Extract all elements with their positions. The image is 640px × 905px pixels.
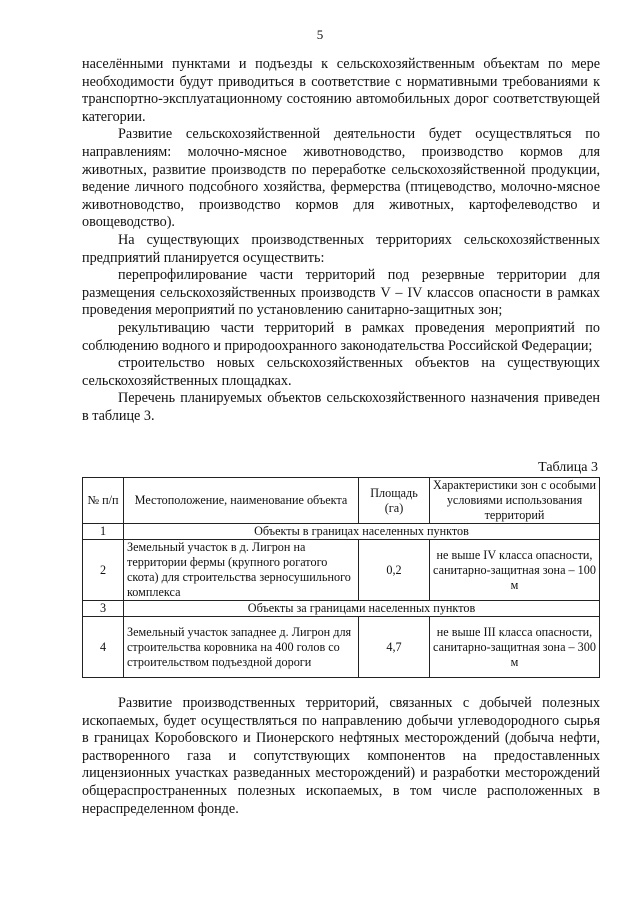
paragraph-construction: строительство новых сельскохозяйственных объектов на существующих сельскохозяйственных площадках. xyxy=(82,355,600,389)
row-num: 2 xyxy=(83,540,124,601)
row-area: 4,7 xyxy=(359,617,430,678)
page-number: 5 xyxy=(316,27,324,42)
row-location: Земельный участок в д. Лигрон на территории фермы (крупного рогатого скота) для строительства зерносушильного комплекса xyxy=(124,540,359,601)
paragraph-planned: На существующих производственных территориях сельскохозяйственных предприятий планируется осуществить: xyxy=(82,231,600,266)
header-characteristics: Характеристики зон с особыми условиями использования территорий xyxy=(430,478,600,524)
paragraph-table-ref: Перечень планируемых объектов сельскохозяйственного назначения приведен в таблице 3. xyxy=(82,390,600,424)
table-header-row xyxy=(83,478,600,524)
group-title: Объекты за границами населенных пунктов xyxy=(124,601,600,617)
paragraph-agriculture: Развитие сельскохозяйственной деятельности будет осуществляться по направлениям: молочно-мясное животноводство, производство кормов для животных, развитие производств по переработке сельскохозяйственной продукции, ведение личного подсобного хозяйства, фермерства (птицеводство, молочно-мясное животноводство, производство кормов для животных, картофелеводство и овощеводство). xyxy=(82,126,600,231)
row-characteristics: не выше III класса опасности, санитарно-защитная зона – 300 м xyxy=(430,617,600,678)
header-location: Местоположение, наименование объекта xyxy=(124,478,359,524)
header-area: Площадь (га) xyxy=(359,478,430,524)
row-num: 4 xyxy=(83,617,124,678)
table-row xyxy=(83,540,600,601)
paragraph-roads: населёнными пунктами и подъезды к сельскохозяйственным объектам по мере необходимости будут приводиться в соответствие с нормативными требованиями к транспортно-эксплуатационному состоянию автомобильных дорог соответствующей категории. xyxy=(82,56,600,125)
table-group-row xyxy=(83,601,600,617)
planned-objects-table xyxy=(82,477,600,678)
row-location: Земельный участок западнее д. Лигрон для строительства коровника на 400 голов со строительством подъездной дороги xyxy=(124,617,359,678)
paragraph-recultivation: рекультивацию части территорий в рамках проведения мероприятий по соблюдению водного и природоохранного законодательства Российской Федерации; xyxy=(82,319,600,354)
table-group-row xyxy=(83,524,600,540)
paragraph-reprofiling: перепрофилирование части территорий под резервные территории для размещения сельскохозяйственных производств V – IV классов опасности в рамках проведения мероприятий по установлению санитарно-защитных зон; xyxy=(82,267,600,319)
group-num: 1 xyxy=(83,524,124,540)
paragraph-mining: Развитие производственных территорий, связанных с добычей полезных ископаемых, будет осуществляться по направлению добычи углеводородного сырья в границах Коробовского и Пионерского нефтяных месторождений (добыча нефти, растворенного газа и сопутствующих компонентов на предоставленных лицензионных участках разведанных месторождений) и разработки месторождений общераспространенных полезных ископаемых, в том числе расположенных в нераспределенном фонде. xyxy=(82,695,600,817)
table-row xyxy=(83,617,600,678)
body-text xyxy=(82,56,600,425)
closing-text xyxy=(82,695,600,818)
group-num: 3 xyxy=(83,601,124,617)
row-area: 0,2 xyxy=(359,540,430,601)
header-num: № п/п xyxy=(83,478,124,524)
group-title: Объекты в границах населенных пунктов xyxy=(124,524,600,540)
row-characteristics: не выше IV класса опасности, санитарно-защитная зона – 100 м xyxy=(430,540,600,601)
table-caption: Таблица 3 xyxy=(538,460,598,475)
